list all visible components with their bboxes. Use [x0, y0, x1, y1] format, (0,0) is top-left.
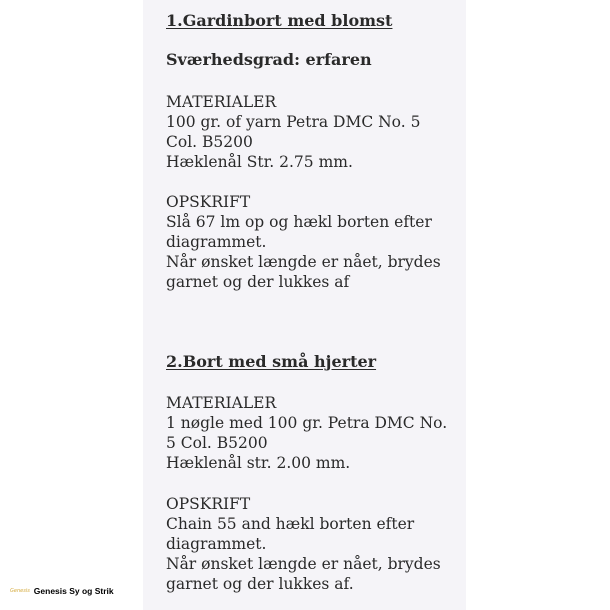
section2-recipe-line: garnet og der lukkes af. — [166, 575, 354, 593]
brand-name: Genesis Sy og Strik — [33, 586, 114, 596]
section1-recipe-heading: OPSKRIFT — [166, 193, 251, 211]
section1-recipe-line: diagrammet. — [166, 233, 267, 251]
section1-materials-line: Col. B5200 — [166, 133, 253, 151]
section2-title: 2.Bort med små hjerter — [166, 352, 377, 371]
brand-watermark — [10, 584, 114, 598]
section2-recipe-line: diagrammet. — [166, 535, 267, 553]
section2-materials-heading: MATERIALER — [166, 394, 277, 412]
section1-recipe-line: Når ønsket længde er nået, brydes — [166, 253, 441, 271]
section1-recipe-line: Slå 67 lm op og hækl borten efter — [166, 213, 432, 231]
section1-title: 1.Gardinbort med blomst — [166, 11, 393, 30]
section2-materials-line: 1 nøgle med 100 gr. Petra DMC No. — [166, 414, 448, 432]
section1-materials-heading: MATERIALER — [166, 93, 277, 111]
brand-logo: Genesis — [10, 588, 30, 594]
section1-materials-line: Hæklenål Str. 2.75 mm. — [166, 153, 353, 171]
section1-materials-line: 100 gr. of yarn Petra DMC No. 5 — [166, 113, 421, 131]
section2-recipe-heading: OPSKRIFT — [166, 495, 251, 513]
section2-recipe-line: Når ønsket længde er nået, brydes — [166, 555, 441, 573]
section2-materials-line: Hæklenål str. 2.00 mm. — [166, 454, 351, 472]
section2-recipe-line: Chain 55 and hækl borten efter — [166, 515, 415, 533]
section1-recipe-line: garnet og der lukkes af — [166, 273, 350, 291]
section1-difficulty: Sværhedsgrad: erfaren — [166, 50, 372, 69]
section2-materials-line: 5 Col. B5200 — [166, 434, 268, 452]
